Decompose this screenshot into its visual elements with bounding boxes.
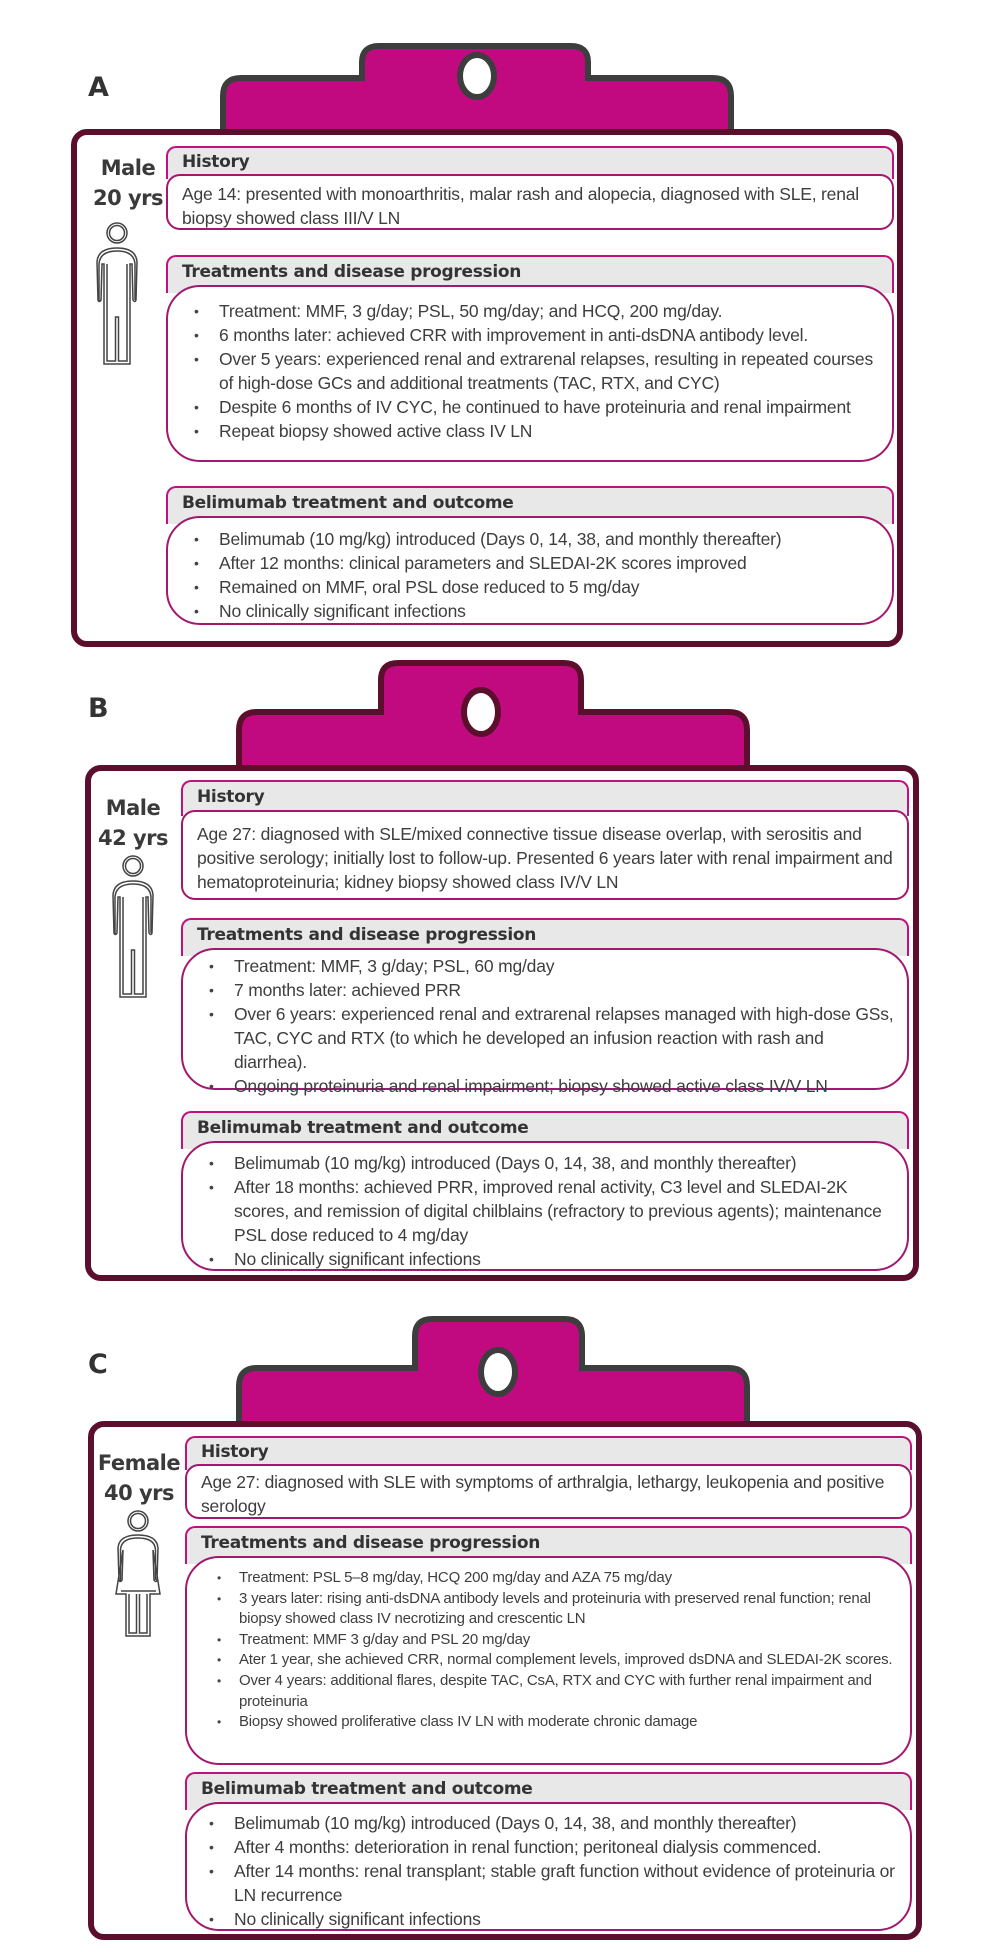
treatments-title: Treatments and disease progression (166, 255, 894, 293)
belimumab-list (178, 527, 882, 623)
patient-sex: Female (97, 1451, 181, 1475)
panel-label: C (88, 1349, 108, 1380)
history-section (166, 146, 894, 230)
belimumab-title: Belimumab treatment and outcome (185, 1772, 912, 1810)
patient-info (93, 793, 173, 853)
patient-info (88, 153, 168, 213)
list-item: • Over 5 years: experienced renal and extrarenal relapses, resulting in repeated courses of high-dose GCs and additional treatments (TAC, RTX, and CYC) (178, 347, 882, 395)
clipboard-clip-icon (235, 1316, 751, 1424)
clipboard-clip-icon (235, 660, 751, 768)
list-item: • Biopsy showed proliferative class IV LN with moderate chronic damage (197, 1712, 900, 1733)
male-person-icon (108, 855, 158, 1005)
list-item: • Remained on MMF, oral PSL dose reduced to 5 mg/day (178, 575, 882, 599)
belimumab-list (193, 1811, 900, 1931)
patient-sex: Male (105, 796, 161, 820)
treatments-list (178, 299, 882, 443)
treatments-section (181, 918, 909, 1096)
treatments-title: Treatments and disease progression (185, 1526, 912, 1564)
patient-age: 20 yrs (92, 186, 164, 210)
list-item: • Belimumab (10 mg/kg) introduced (Days 0, 14, 38, and monthly thereafter) (193, 1811, 900, 1835)
treatments-body (181, 948, 909, 1096)
belimumab-body (181, 1141, 909, 1271)
history-section (181, 780, 909, 900)
treatments-list (193, 954, 897, 1098)
treatments-body (166, 285, 894, 462)
list-item: • After 18 months: achieved PRR, improved renal activity, C3 level and SLEDAI-2K scores, and remission of digital chilblains (refractory to previous agents); maintenance PSL dose reduced to 4 mg/day (193, 1175, 897, 1247)
list-item: • No clinically significant infections (193, 1247, 897, 1271)
belimumab-body (166, 516, 894, 625)
history-title: History (185, 1436, 912, 1470)
belimumab-section (185, 1772, 912, 1931)
list-item: • 3 years later: rising anti-dsDNA antibody levels and proteinuria with preserved renal function; renal biopsy showed class IV necrotizing and crescentic LN (197, 1589, 900, 1630)
patient-age: 42 yrs (97, 826, 169, 850)
belimumab-list (193, 1151, 897, 1271)
list-item: • 6 months later: achieved CRR with improvement in anti-dsDNA antibody level. (178, 323, 882, 347)
list-item: • After 14 months: renal transplant; stable graft function without evidence of proteinuria or LN recurrence (193, 1859, 900, 1907)
list-item: • Over 6 years: experienced renal and extrarenal relapses managed with high-dose GSs, TAC, CYC and RTX (to which he developed an infusion reaction with rash and diarrhea). (193, 1002, 897, 1074)
belimumab-section (166, 486, 894, 625)
belimumab-body (185, 1802, 912, 1931)
belimumab-title: Belimumab treatment and outcome (166, 486, 894, 524)
male-person-icon (92, 222, 142, 372)
list-item: • Despite 6 months of IV CYC, he continued to have proteinuria and renal impairment (178, 395, 882, 419)
list-item: • Treatment: PSL 5–8 mg/day, HCQ 200 mg/day and AZA 75 mg/day (197, 1568, 900, 1589)
list-item: • Repeat biopsy showed active class IV LN (178, 419, 882, 443)
history-body (181, 810, 909, 900)
belimumab-section (181, 1111, 909, 1271)
list-item: • Belimumab (10 mg/kg) introduced (Days 0, 14, 38, and monthly thereafter) (178, 527, 882, 551)
treatments-section (185, 1526, 912, 1765)
list-item: • Over 4 years: additional flares, despite TAC, CsA, RTX and CYC with further renal impairment and proteinuria (197, 1671, 900, 1712)
treatments-section (166, 255, 894, 462)
clipboard-clip-icon (219, 44, 735, 136)
treatments-body (185, 1556, 912, 1765)
belimumab-title: Belimumab treatment and outcome (181, 1111, 909, 1149)
history-body (185, 1464, 912, 1519)
list-item: • After 12 months: clinical parameters and SLEDAI-2K scores improved (178, 551, 882, 575)
list-item: • Treatment: MMF 3 g/day and PSL 20 mg/day (197, 1630, 900, 1651)
history-text: Age 14: presented with monoarthritis, malar rash and alopecia, diagnosed with SLE, renal biopsy showed class III/V LN (182, 184, 859, 228)
list-item: • No clinically significant infections (178, 599, 882, 623)
list-item: • Ongoing proteinuria and renal impairment; biopsy showed active class IV/V LN (193, 1074, 897, 1098)
patient-info (92, 1448, 186, 1508)
history-text: Age 27: diagnosed with SLE/mixed connective tissue disease overlap, with serositis and positive serology; initially lost to follow-up. Presented 6 years later with renal impairment and hematoproteinuria; kidney biopsy showed class IV/V LN (197, 824, 893, 892)
female-person-icon (112, 1510, 164, 1643)
treatments-title: Treatments and disease progression (181, 918, 909, 956)
list-item: • No clinically significant infections (193, 1907, 900, 1931)
list-item: • After 4 months: deterioration in renal function; peritoneal dialysis commenced. (193, 1835, 900, 1859)
treatments-list (197, 1568, 900, 1733)
panel-label: A (88, 72, 109, 103)
patient-sex: Male (100, 156, 156, 180)
history-body (166, 174, 894, 230)
list-item: • Belimumab (10 mg/kg) introduced (Days 0, 14, 38, and monthly thereafter) (193, 1151, 897, 1175)
history-text: Age 27: diagnosed with SLE with symptoms of arthralgia, lethargy, leukopenia and positive serology (201, 1472, 885, 1516)
panel-label: B (88, 693, 109, 724)
history-title: History (166, 146, 894, 179)
history-section (185, 1436, 912, 1519)
list-item: • Treatment: MMF, 3 g/day; PSL, 60 mg/day (193, 954, 897, 978)
list-item: • 7 months later: achieved PRR (193, 978, 897, 1002)
patient-age: 40 yrs (103, 1481, 175, 1505)
list-item: • Treatment: MMF, 3 g/day; PSL, 50 mg/day; and HCQ, 200 mg/day. (178, 299, 882, 323)
list-item: • Ater 1 year, she achieved CRR, normal complement levels, improved dsDNA and SLEDAI-2K scores. (197, 1650, 900, 1671)
history-title: History (181, 780, 909, 816)
